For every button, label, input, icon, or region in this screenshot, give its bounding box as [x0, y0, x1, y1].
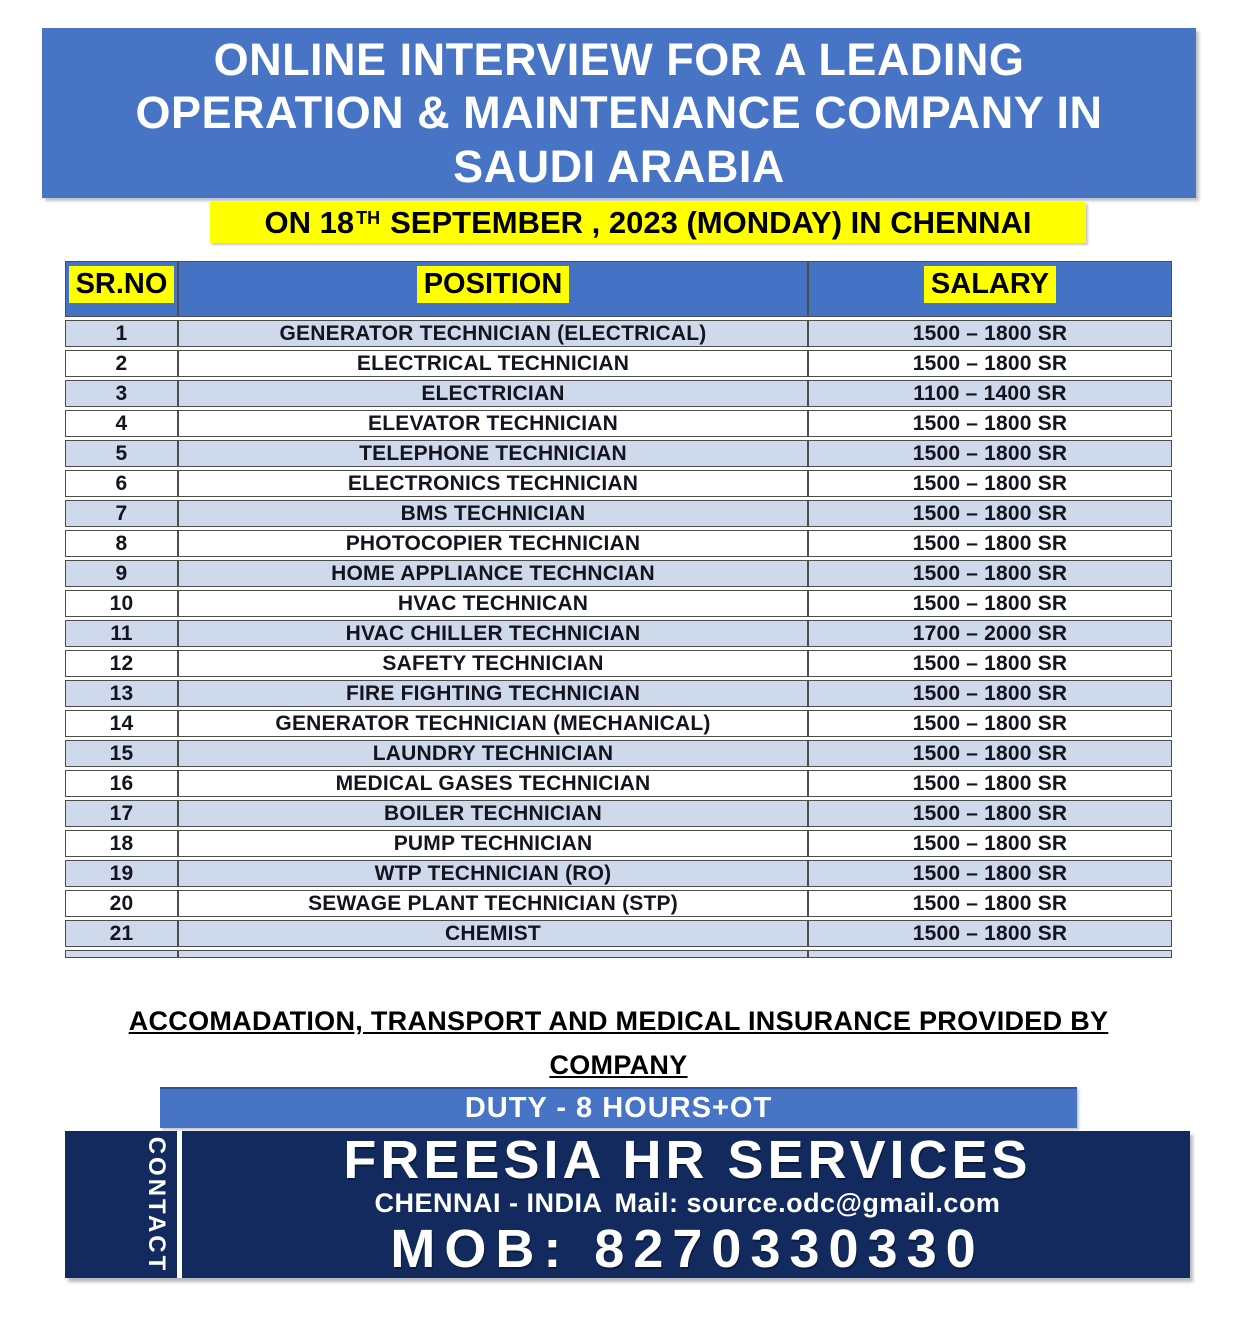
title-line-3: SAUDI ARABIA [453, 140, 785, 192]
table-row [65, 350, 1172, 377]
table-row [65, 770, 1172, 797]
row-salary: 1500 – 1800 SR [808, 320, 1172, 347]
footer-info-line [375, 1189, 1001, 1219]
title-line-1: ONLINE INTERVIEW FOR A LEADING [213, 33, 1025, 85]
table-row [65, 380, 1172, 407]
row-position: ELECTRICIAN [178, 380, 808, 407]
column-header-srno: SR.NO [65, 261, 178, 317]
row-position: ELEVATOR TECHNICIAN [178, 410, 808, 437]
row-position: PUMP TECHNICIAN [178, 830, 808, 857]
row-srno: 12 [65, 650, 178, 677]
row-salary: 1500 – 1800 SR [808, 440, 1172, 467]
mobile-number: MOB: 8270330330 [390, 1218, 985, 1279]
date-banner: ON 18 TH SEPTEMBER , 2023 (MONDAY) IN CHENNAI [210, 202, 1086, 243]
row-salary: 1500 – 1800 SR [808, 920, 1172, 947]
table-row [65, 440, 1172, 467]
row-salary: 1500 – 1800 SR [808, 830, 1172, 857]
table-row [65, 470, 1172, 497]
row-position: CHEMIST [178, 920, 808, 947]
row-salary: 1500 – 1800 SR [808, 890, 1172, 917]
row-position: GENERATOR TECHNICIAN (MECHANICAL) [178, 710, 808, 737]
date-prefix: ON 18 [264, 204, 355, 240]
table-header-row [65, 261, 1172, 317]
row-srno: 7 [65, 500, 178, 527]
row-salary: 1500 – 1800 SR [808, 800, 1172, 827]
row-position: ELECTRONICS TECHNICIAN [178, 470, 808, 497]
row-position: WTP TECHNICIAN (RO) [178, 860, 808, 887]
row-position: HVAC TECHNICAN [178, 590, 808, 617]
row-salary: 1500 – 1800 SR [808, 560, 1172, 587]
title-line-2: OPERATION & MAINTENANCE COMPANY IN [135, 87, 1103, 139]
title-banner [42, 28, 1196, 198]
duty-banner: DUTY - 8 HOURS+OT [160, 1087, 1077, 1128]
row-salary: 1100 – 1400 SR [808, 380, 1172, 407]
company-email: Mail: source.odc@gmail.com [614, 1188, 1001, 1219]
table-row [65, 800, 1172, 827]
row-srno: 2 [65, 350, 178, 377]
date-rest: SEPTEMBER , 2023 (MONDAY) IN CHENNAI [390, 204, 1032, 240]
table-row [65, 740, 1172, 767]
row-srno: 1 [65, 320, 178, 347]
jobs-table [65, 258, 1172, 961]
row-salary: 1500 – 1800 SR [808, 650, 1172, 677]
table-row [65, 710, 1172, 737]
table-row [65, 320, 1172, 347]
row-srno: 16 [65, 770, 178, 797]
row-salary: 1500 – 1800 SR [808, 770, 1172, 797]
row-salary: 1500 – 1800 SR [808, 740, 1172, 767]
row-position: GENERATOR TECHNICIAN (ELECTRICAL) [178, 320, 808, 347]
row-salary: 1500 – 1800 SR [808, 350, 1172, 377]
column-header-salary: SALARY [808, 261, 1172, 317]
table-row [65, 650, 1172, 677]
footer-content [185, 1131, 1190, 1278]
row-position: MEDICAL GASES TECHNICIAN [178, 770, 808, 797]
row-srno: 6 [65, 470, 178, 497]
row-srno: 5 [65, 440, 178, 467]
row-srno: 11 [65, 620, 178, 647]
row-salary: 1500 – 1800 SR [808, 860, 1172, 887]
row-position: PHOTOCOPIER TECHNICIAN [178, 530, 808, 557]
table-row [65, 500, 1172, 527]
table-row [65, 830, 1172, 857]
row-srno: 19 [65, 860, 178, 887]
empty-cell [65, 950, 178, 958]
row-salary: 1500 – 1800 SR [808, 530, 1172, 557]
row-srno: 10 [65, 590, 178, 617]
row-position: ELECTRICAL TECHNICIAN [178, 350, 808, 377]
row-srno: 15 [65, 740, 178, 767]
benefits-note-line-1: ACCOMADATION, TRANSPORT AND MEDICAL INSURANCE PROVIDED BY [128, 1006, 1109, 1036]
empty-cell [808, 950, 1172, 958]
contact-vertical-label: CONTACT [143, 1136, 170, 1273]
row-position: BMS TECHNICIAN [178, 500, 808, 527]
row-salary: 1700 – 2000 SR [808, 620, 1172, 647]
table-row [65, 680, 1172, 707]
benefits-note [0, 1006, 1237, 1081]
row-srno: 21 [65, 920, 178, 947]
row-salary: 1500 – 1800 SR [808, 590, 1172, 617]
row-srno: 17 [65, 800, 178, 827]
row-srno: 4 [65, 410, 178, 437]
table-row [65, 920, 1172, 947]
row-srno: 3 [65, 380, 178, 407]
row-srno: 9 [65, 560, 178, 587]
benefits-note-line-2: COMPANY [549, 1050, 688, 1080]
row-position: FIRE FIGHTING TECHNICIAN [178, 680, 808, 707]
empty-cell [178, 950, 808, 958]
column-header-position: POSITION [178, 261, 808, 317]
row-srno: 14 [65, 710, 178, 737]
row-salary: 1500 – 1800 SR [808, 680, 1172, 707]
row-salary: 1500 – 1800 SR [808, 470, 1172, 497]
table-row [65, 590, 1172, 617]
row-srno: 20 [65, 890, 178, 917]
contact-divider [177, 1131, 182, 1278]
table-empty-row [65, 950, 1172, 958]
company-location: CHENNAI - INDIA [374, 1188, 603, 1219]
row-srno: 8 [65, 530, 178, 557]
row-position: TELEPHONE TECHNICIAN [178, 440, 808, 467]
table-row [65, 620, 1172, 647]
table-row [65, 560, 1172, 587]
row-salary: 1500 – 1800 SR [808, 500, 1172, 527]
contact-footer [65, 1131, 1190, 1278]
table-row [65, 860, 1172, 887]
row-position: BOILER TECHNICIAN [178, 800, 808, 827]
row-position: SEWAGE PLANT TECHNICIAN (STP) [178, 890, 808, 917]
company-name: FREESIA HR SERVICES [343, 1130, 1032, 1191]
row-srno: 18 [65, 830, 178, 857]
row-position: LAUNDRY TECHNICIAN [178, 740, 808, 767]
row-position: SAFETY TECHNICIAN [178, 650, 808, 677]
row-position: HVAC CHILLER TECHNICIAN [178, 620, 808, 647]
row-srno: 13 [65, 680, 178, 707]
table-row [65, 890, 1172, 917]
row-salary: 1500 – 1800 SR [808, 710, 1172, 737]
row-position: HOME APPLIANCE TECHNCIAN [178, 560, 808, 587]
row-salary: 1500 – 1800 SR [808, 410, 1172, 437]
table-row [65, 410, 1172, 437]
table-row [65, 530, 1172, 557]
